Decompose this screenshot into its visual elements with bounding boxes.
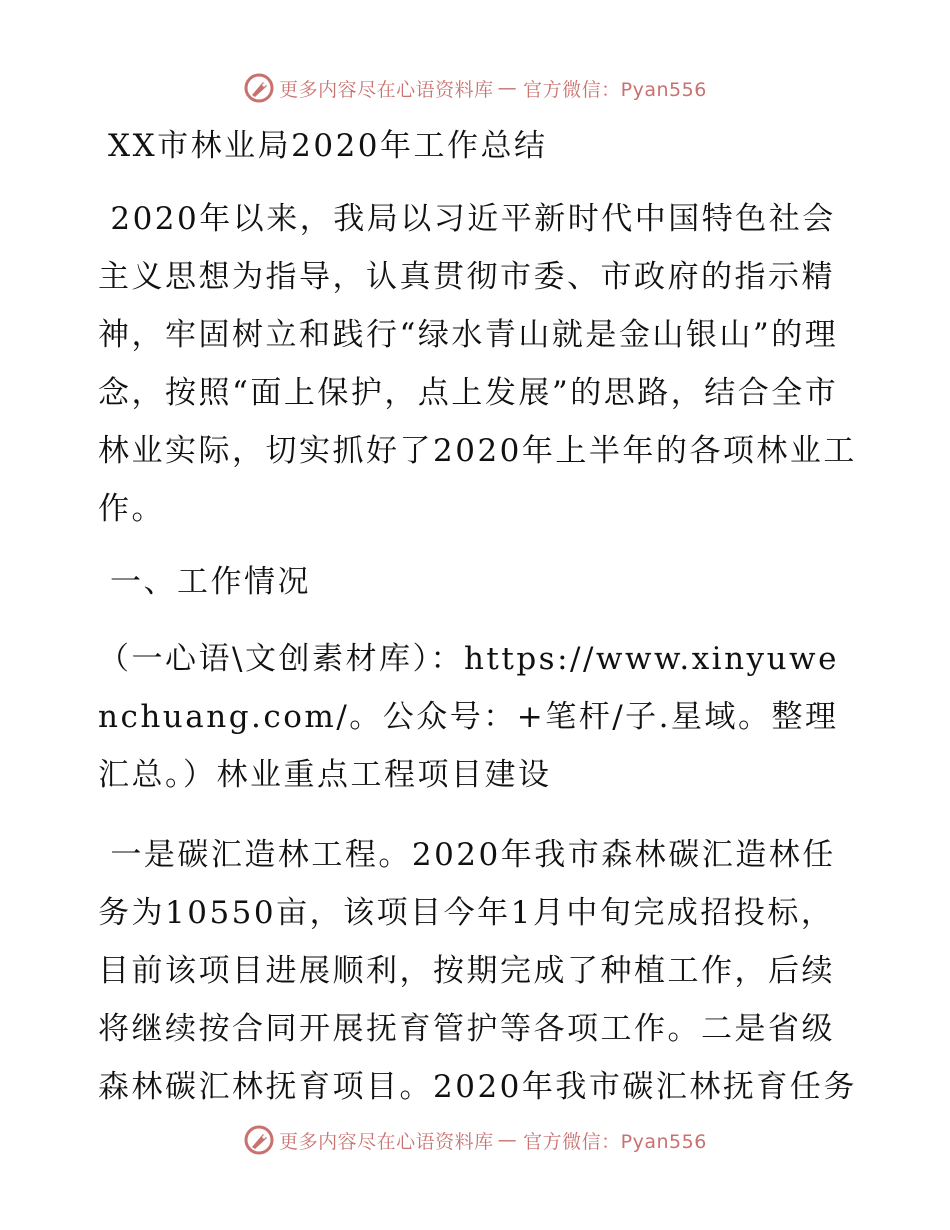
document-title: XX市林业局2020年工作总结 <box>108 128 548 164</box>
watermark-text: 更多内容尽在心语资料库 <box>279 1130 494 1153</box>
header-watermark <box>0 72 950 104</box>
watermark-wechat: 官方微信：Pyan556 <box>523 78 707 101</box>
watermark-separator: — <box>497 77 518 99</box>
pen-nib-logo-icon <box>243 1124 275 1156</box>
watermark-wechat: 官方微信：Pyan556 <box>523 1130 707 1153</box>
document-body <box>98 124 858 1116</box>
watermark-text: 更多内容尽在心语资料库 <box>279 78 494 101</box>
pen-nib-logo-icon <box>243 72 275 104</box>
paragraph-project: （一心语\文创素材库）：https://www.xinyuwenchuang.com/。公众号：+笔杆/子.星域。整理汇总。）林业重点工程项目建设 <box>98 641 839 793</box>
paragraph-intro: 2020年以来，我局以习近平新时代中国特色社会主义思想为指导，认真贯彻市委、市政府的指示精神，牢固树立和践行“绿水青山就是金山银山”的理念，按照“面上保护，点上发展”的思路，结合全市林业实际，切实抓好了2020年上半年的各项林业工作。 <box>98 201 857 527</box>
footer-watermark <box>0 1124 950 1156</box>
watermark-separator: — <box>497 1129 518 1151</box>
section-heading: 一、工作情况 <box>110 564 311 600</box>
paragraph-carbon-sink: 一是碳汇造林工程。2020年我市森林碳汇造林任务为10550亩，该项目今年1月中旬完成招投标，目前该项目进展顺利，按期完成了种植工作，后续将继续按合同开展抚育管护等各项工作。二是省级森林碳汇林抚育项目。2020年我市碳汇林抚育任务 <box>98 837 857 1105</box>
